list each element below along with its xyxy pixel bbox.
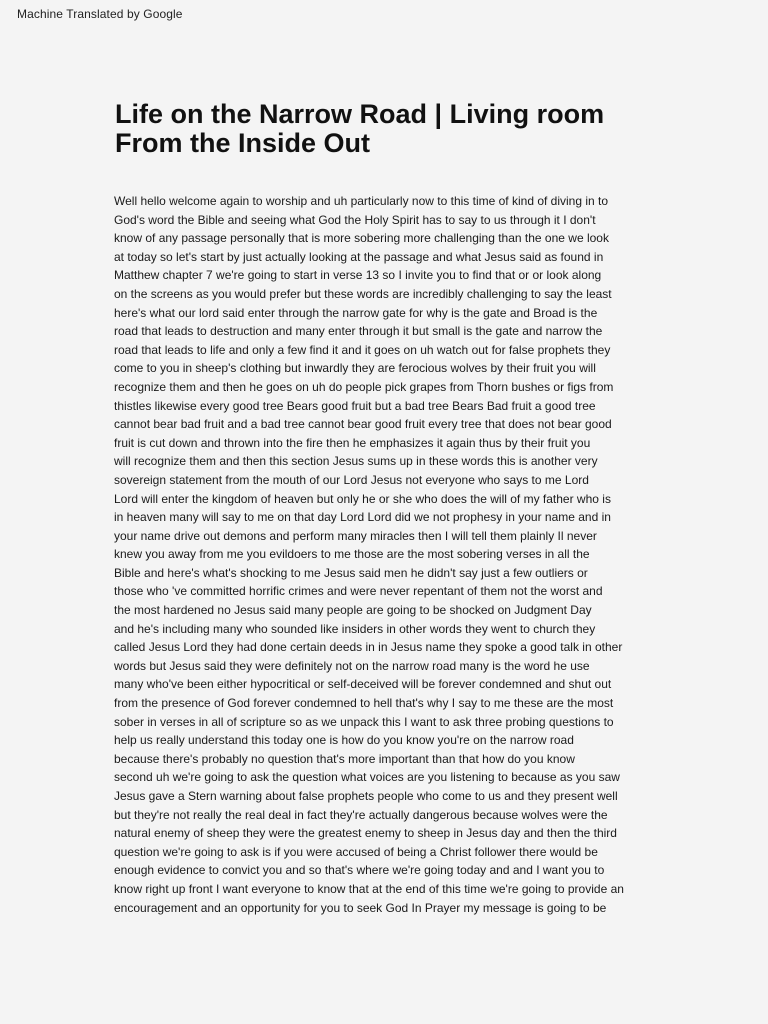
body-line: thistles likewise every good tree Bears good fruit but a bad tree Bears Bad fruit a good tree — [114, 398, 596, 413]
title-line: Life on the Narrow Road | Living room — [115, 99, 605, 129]
page-title — [115, 100, 675, 158]
body-line: natural enemy of sheep they were the greatest enemy to sheep in Jesus day and then the third — [114, 826, 617, 841]
body-line: God's word the Bible and seeing what God the Holy Spirit has to say to us through it I don't — [114, 212, 596, 227]
body-line: Jesus gave a Stern warning about false prophets people who come to us and they present well — [114, 789, 618, 803]
body-line: Bible and here's what's shocking to me Jesus said men he didn't say just a few outliers or — [114, 565, 588, 580]
body-line: help us really understand this today one is how do you know you're on the narrow road — [114, 733, 574, 748]
body-line: but they're not really the real deal in fact they're actually dangerous because wolves were the — [114, 807, 608, 822]
body-line: Matthew chapter 7 we're going to start in verse 13 so I invite you to find that or or look along — [114, 268, 602, 283]
body-line: many who've been either hypocritical or self-deceived will be forever condemned and shut out — [114, 677, 612, 692]
body-line: will recognize them and then this section Jesus sums up in these words this is another very — [114, 454, 598, 469]
body-line: and he's including many who sounded like insiders in other words they went to church they — [114, 621, 596, 636]
body-line: called Jesus Lord they had done certain deeds in in Jesus name they spoke a good talk in other — [114, 640, 623, 655]
body-line: know right up front I want everyone to know that at the end of this time we're going to provide an — [114, 881, 624, 896]
body-line: Well hello welcome again to worship and uh particularly now to this time of kind of diving in to — [114, 194, 609, 208]
body-line: those who 've committed horrific crimes and were never repentant of them not the worst and — [114, 584, 603, 599]
body-line: enough evidence to convict you and so that's where we're going today and and I want you to — [114, 863, 605, 878]
body-line: from the presence of God forever condemned to hell that's why I say to me these are the most — [114, 696, 614, 711]
machine-translation-note: Machine Translated by Google — [17, 7, 183, 21]
body-line: cannot bear bad fruit and a bad tree cannot bear good fruit every tree that does not bear good — [114, 417, 612, 432]
body-paragraph — [114, 192, 674, 917]
body-line: come to you in sheep's clothing but inwardly they are ferocious wolves by their fruit you will — [114, 361, 596, 376]
body-line: question we're going to ask is if you were accused of being a Christ follower there would be — [114, 844, 598, 859]
body-line: knew you away from me you evildoers to me those are the most sobering verses in all the — [114, 547, 590, 562]
body-line: sober in verses in all of scripture so as we unpack this I want to ask three probing questions to — [114, 714, 614, 729]
body-line: here's what our lord said enter through the narrow gate for why is the gate and Broad is the — [114, 305, 598, 320]
body-line: road that leads to destruction and many enter through it but small is the gate and narrow the — [114, 324, 603, 339]
body-line: words but Jesus said they were definitely not on the narrow road many is the word he use — [114, 658, 590, 673]
body-line: fruit is cut down and thrown into the fire then he emphasizes it again thus by their fruit you — [114, 435, 591, 450]
body-line: in heaven many will say to me on that day Lord Lord did we not prophesy in your name and in — [114, 510, 611, 525]
body-line: because there's probably no question that's more important than that how do you know — [114, 751, 575, 766]
title-line: From the Inside Out — [115, 128, 371, 158]
body-line: your name drive out demons and perform many miracles then I will tell them plainly Il never — [114, 528, 597, 543]
body-line: know of any passage personally that is more sobering more challenging than the one we look — [114, 231, 609, 246]
body-line: on the screens as you would prefer but these words are incredibly challenging to say the least — [114, 286, 612, 301]
body-line: recognize them and then he goes on uh do people pick grapes from Thorn bushes or figs from — [114, 379, 614, 394]
body-line: second uh we're going to ask the question what voices are you listening to because as you saw — [114, 770, 620, 785]
body-line: encouragement and an opportunity for you to seek God In Prayer my message is going to be — [114, 900, 607, 915]
body-line: sovereign statement from the mouth of our Lord Jesus not everyone who says to me Lord — [114, 472, 589, 487]
body-line: road that leads to life and only a few find it and it goes on uh watch out for false prophets they — [114, 342, 611, 357]
body-line: Lord will enter the kingdom of heaven but only he or she who does the will of my father who is — [114, 491, 611, 506]
body-line: the most hardened no Jesus said many people are going to be shocked on Judgment Day — [114, 603, 592, 618]
body-line: at today so let's start by just actually looking at the passage and what Jesus said as found in — [114, 249, 604, 264]
